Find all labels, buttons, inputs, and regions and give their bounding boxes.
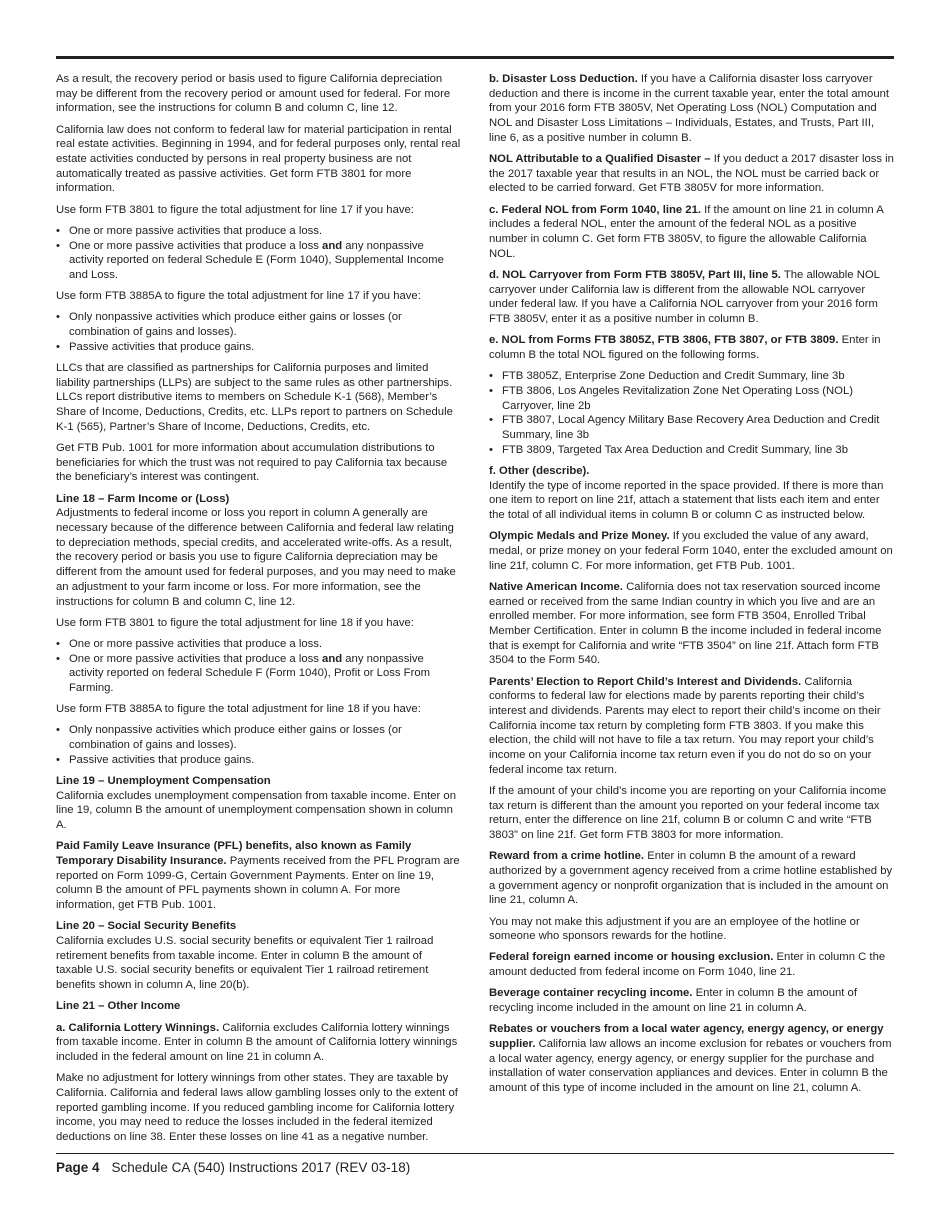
paragraph: California law does not conform to federal law for material participation in rental real estate activities. Beginning in 1994, and for federal purposes only, rental real estate activities conducted by persons in real property business are not automatically treated as passive activities. Get form FTB 3801 for more information. <box>56 123 461 195</box>
list-item: • FTB 3805Z, Enterprise Zone Deduction and Credit Summary, line 3b <box>489 369 894 384</box>
paragraph: Use form FTB 3801 to figure the total adjustment for line 17 if you have: <box>56 203 414 216</box>
right-column <box>489 72 894 1102</box>
paragraph: d. NOL Carryover from Form FTB 3805V, Part III, line 5. The allowable NOL carryover under California law is different from the allowable NOL carryover under federal law. If you have a California NOL carryover from your 2016 form FTB 3805V, enter it as a positive number in column B. <box>489 268 880 326</box>
top-rule <box>56 56 894 59</box>
list-item: • FTB 3806, Los Angeles Revitalization Zone Net Operating Loss (NOL) Carryover, line 2b <box>489 384 894 413</box>
page-footer <box>56 1160 410 1175</box>
section-heading: Line 20 – Social Security Benefits <box>56 920 237 933</box>
paragraph: You may not make this adjustment if you are an employee of the hotline or someone who sponsors rewards for the hotline. <box>489 915 860 943</box>
bullet-list <box>56 310 461 354</box>
section-line-21 <box>56 999 461 1014</box>
list-item: • One or more passive activities that produce a loss. <box>56 637 461 652</box>
bullet-list <box>56 723 461 767</box>
section-heading: Line 21 – Other Income <box>56 1000 181 1013</box>
list-item: • Only nonpassive activities which produce either gains or losses (or combination of gains and losses). <box>56 723 461 752</box>
paragraph: As a result, the recovery period or basis used to figure California depreciation may be different from the recovery period or amount used for federal. For more information, see the instructions for column B and column C, line 12. <box>56 73 451 115</box>
bullet-list <box>56 224 461 283</box>
paragraph: Use form FTB 3885A to figure the total adjustment for line 18 if you have: <box>56 703 421 716</box>
paragraph: NOL Attributable to a Qualified Disaster – If you deduct a 2017 disaster loss in the 2017 taxable year that results in an NOL, the NOL must be carried back or elected to be carried forward. Get FTB 3805V for more information. <box>489 153 894 195</box>
paragraph: f. Other (describe). Identify the type of income reported in the space provided. If there is more than one item to report on line 21f, attach a statement that lists each item and enter the total of all individual items in column B or column C as instructed below. <box>489 464 884 521</box>
footer-title: Schedule CA (540) Instructions 2017 (REV 03-18) <box>111 1160 411 1175</box>
bottom-rule <box>56 1153 894 1154</box>
list-item: • Passive activities that produce gains. <box>56 340 461 355</box>
list-item: • FTB 3809, Targeted Tax Area Deduction and Credit Summary, line 3b <box>489 443 894 458</box>
list-item: • One or more passive activities that produce a loss and any nonpassive activity reported on federal Schedule E (Form 1040), Supplemental Income and Loss. <box>56 239 461 283</box>
list-item: • One or more passive activities that produce a loss and any nonpassive activity reported on federal Schedule F (Form 1040), Profit or Loss From Farming. <box>56 652 461 696</box>
list-item: • Passive activities that produce gains. <box>56 753 461 768</box>
paragraph: LLCs that are classified as partnerships for California purposes and limited liability partnerships (LLPs) are subject to the same rules as other partnerships. LLCs report distributive items to members on Schedule K-1 (568), Member’s Share of Income, Deductions, Credits, etc. LLPs report to partners on Schedule K-1 (565), Partner’s Share of Income, Deductions, Credits, etc. <box>56 361 453 433</box>
left-column <box>56 72 461 1151</box>
paragraph: b. Disaster Loss Deduction. If you have a California disaster loss carryover deduction and there is income in the current taxable year, enter the total amount from your 2016 form FTB 3805V, Net Operating Loss (NOL) Computation and NOL and Disaster Loss Limitations – Individuals, Estates, and Trusts, Part III, line 6, as a positive number in column B. <box>489 73 890 144</box>
paragraph: a. California Lottery Winnings. California excludes California lottery winnings from taxable income. Enter in column B the amount of California lottery winnings included in the federal amount on line 21 in column A. <box>56 1021 458 1063</box>
paragraph: Use form FTB 3801 to figure the total adjustment for line 18 if you have: <box>56 616 414 629</box>
paragraph: Beverage container recycling income. Enter in column B the amount of recycling income included in the amount on line 21 in column A. <box>489 987 857 1015</box>
paragraph: e. NOL from Forms FTB 3805Z, FTB 3806, FTB 3807, or FTB 3809. Enter in column B the total NOL figured on the following forms. <box>489 334 881 361</box>
bullet-list <box>56 637 461 696</box>
paragraph: Olympic Medals and Prize Money. If you excluded the value of any award, medal, or prize money on your federal Form 1040, enter the excluded amount on line 21f, column C. For more information, get FTB Pub. 1001. <box>489 530 893 572</box>
paragraph: Native American Income. California does not tax reservation sourced income earned or received from the same Indian country in which you live and are an enrolled member. For more information, see form FTB 3504, Enrolled Tribal Member Certification. Enter in column B the income included in federal income that is exempt for California and write “FTB 3504” on line 21f. Attach form FTB 3504 to the Form 540. <box>489 580 882 667</box>
list-item: • Only nonpassive activities which produce either gains or losses (or combination of gains and losses). <box>56 310 461 339</box>
section-line-19: Line 19 – Unemployment Compensation California excludes unemployment compensation from taxable income. Enter on line 19, column B the amount of unemployment compensation shown in column A. <box>56 774 461 833</box>
paragraph: Paid Family Leave Insurance (PFL) benefits, also known as Family Temporary Disability Insurance. Payments received from the PFL Program are reported on Form 1099-G, Certain Government Payments. Enter on line 19, column B the amount of PFL payments shown in column A. For more information, get FTB Pub. 1001. <box>56 840 460 912</box>
paragraph: Rebates or vouchers from a local water agency, energy agency, or energy supplier. California law allows an income exclusion for rebates or vouchers from a local water agency, energy agency, or energy supplier for the purchase and installation of water conservation appliances and devices. Enter in column B the amount of this type of income included in the amount on line 21, column A. <box>489 1023 892 1095</box>
paragraph: Use form FTB 3885A to figure the total adjustment for line 17 if you have: <box>56 290 421 303</box>
paragraph: c. Federal NOL from Form 1040, line 21. If the amount on line 21 in column A includes a federal NOL, enter the amount of the federal NOL as a positive number in column C. Get form FTB 3805V, to figure the allowable California NOL. <box>489 203 884 260</box>
page-number: Page 4 <box>56 1160 100 1175</box>
paragraph: Get FTB Pub. 1001 for more information about accumulation distributions to beneficiaries for which the trust was not required to pay California tax because the beneficiary’s interest was contingent. <box>56 441 448 484</box>
section-heading: Line 18 – Farm Income or (Loss) <box>56 492 230 505</box>
paragraph: If the amount of your child’s income you are reporting on your California income tax return is different than the amount you reported on your federal income tax return, enter the difference on line 21f, column B or column C and write “FTB 3803” on line 21f. Get form FTB 3803 for more information. <box>489 784 887 842</box>
list-item: • FTB 3807, Local Agency Military Base Recovery Area Deduction and Credit Summary, line 3b <box>489 413 894 442</box>
paragraph: Reward from a crime hotline. Enter in column B the amount of a reward authorized by a government agency received from a crime hotline established by a government agency or nonprofit organization that is included in the amount on line 21, column A. <box>489 850 893 907</box>
paragraph: Federal foreign earned income or housing exclusion. Enter in column C the amount deducted from federal income on Form 1040, line 21. <box>489 951 886 979</box>
section-heading: Line 19 – Unemployment Compensation <box>56 775 271 788</box>
bullet-list <box>489 369 894 457</box>
paragraph: Make no adjustment for lottery winnings from other states. They are taxable by California. California and federal laws allow gambling losses only to the extent of reported gambling income. If you reduced gambling income for California lottery income, you may need to reduce the losses included in the federal itemized deductions on line 38. Enter these losses on line 41 as a negative number. <box>56 1072 458 1143</box>
paragraph: Parents’ Election to Report Child’s Interest and Dividends. California conforms to federal law for elections made by parents reporting their child’s interest and dividends. Parents may elect to report their child’s income on their California income tax return by completing form FTB 3803. If you make this election, the child will not have to file a tax return. You may report your child’s income on your California income tax return even if you do not do so on your federal income tax return. <box>489 675 881 776</box>
section-line-20: Line 20 – Social Security Benefits California excludes U.S. social security benefits or equivalent Tier 1 railroad retirement benefits from taxable income. Enter in column B the amount of taxable U.S. social security benefits or equivalent Tier 1 railroad retirement benefits shown in column A, line 20(b). <box>56 919 461 993</box>
list-item: • One or more passive activities that produce a loss. <box>56 224 461 239</box>
section-line-18: Line 18 – Farm Income or (Loss) Adjustments to federal income or loss you report in column A generally are necessary because of the difference between California and federal law relating to depreciation methods, special credits, and accelerated write-offs. As a result, the recovery period or basis you use to figure California depreciation may be different from the amount used for federal purposes, and you may need to make an adjustment to your farm income or loss. For more information, see the instructions for column B and column C, line 12. <box>56 492 461 610</box>
